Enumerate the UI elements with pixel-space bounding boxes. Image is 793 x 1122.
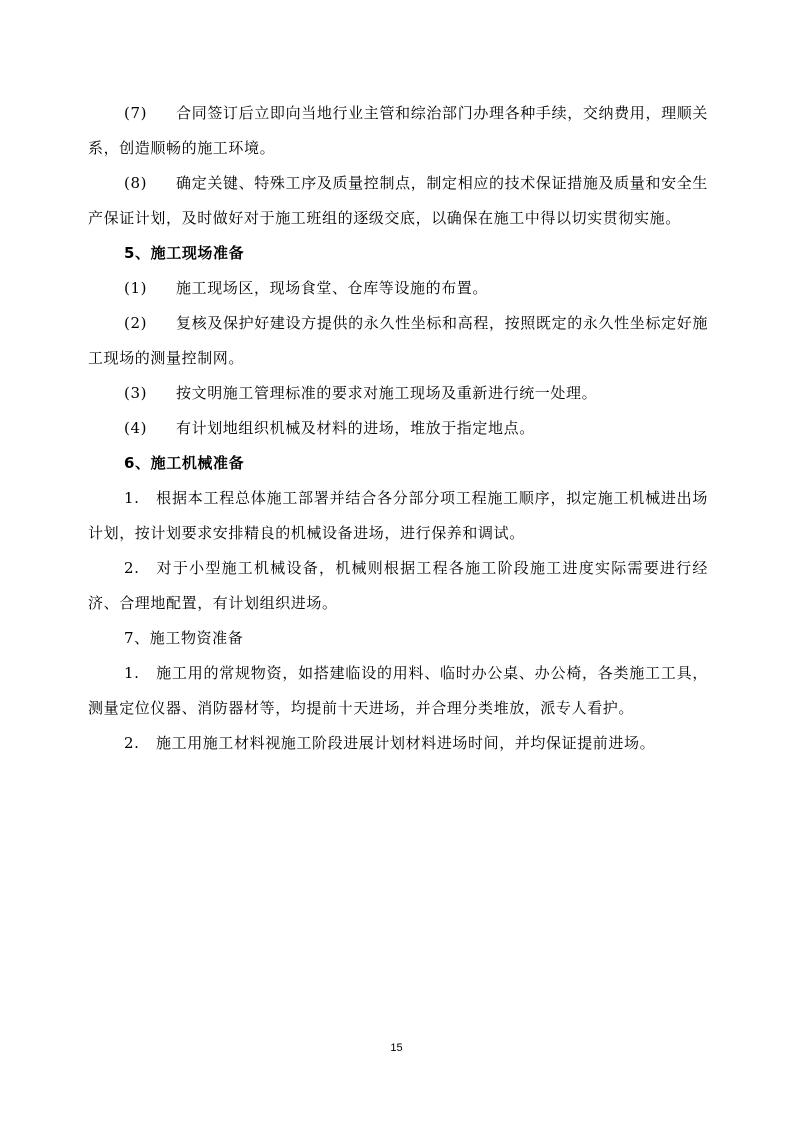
paragraph-materials-item-1 xyxy=(88,656,708,726)
item-text: 对于小型施工机械设备，机械则根据工程各施工阶段施工进度实际需要进行经济、合理地配置，有计划组织进场。 xyxy=(88,559,708,612)
item-number: 1. xyxy=(124,489,140,507)
item-number: (7) xyxy=(124,104,148,122)
section-heading-materials-preparation: 7、施工物资准备 xyxy=(124,629,244,647)
item-text: 复核及保护好建设方提供的永久性坐标和高程，按照既定的永久性坐标定好施工现场的测量控制网。 xyxy=(88,314,708,367)
paragraph-item-8 xyxy=(88,166,708,236)
item-text: 施工用施工材料视施工阶段进展计划材料进场时间，并均保证提前进场。 xyxy=(156,734,656,752)
document-body xyxy=(88,96,708,761)
item-text: 施工现场区，现场食堂、仓库等设施的布置。 xyxy=(176,279,489,297)
item-text: 有计划地组织机械及材料的进场，堆放于指定地点。 xyxy=(176,419,535,437)
item-text: 合同签订后立即向当地行业主管和综治部门办理各种手续，交纳费用，理顺关系，创造顺畅的施工环境。 xyxy=(88,104,708,157)
item-number: 2. xyxy=(124,734,140,752)
item-number: (2) xyxy=(124,314,148,332)
item-number: (8) xyxy=(124,174,148,192)
item-number: 2. xyxy=(124,559,140,577)
paragraph-item-7 xyxy=(88,96,708,166)
item-number: (4) xyxy=(124,419,148,437)
item-text: 按文明施工管理标准的要求对施工现场及重新进行统一处理。 xyxy=(176,384,598,402)
paragraph-site-item-2 xyxy=(88,306,708,376)
paragraph-site-item-3 xyxy=(88,376,708,411)
item-text: 确定关键、特殊工序及质量控制点，制定相应的技术保证措施及质量和安全生产保证计划，及时做好对于施工班组的逐级交底，以确保在施工中得以切实贯彻实施。 xyxy=(88,174,708,227)
paragraph-site-item-4 xyxy=(88,411,708,446)
paragraph-machinery-item-2 xyxy=(88,551,708,621)
section-heading-machinery-preparation: 6、施工机械准备 xyxy=(124,454,245,472)
section-heading-site-preparation: 5、施工现场准备 xyxy=(124,244,245,262)
item-text: 施工用的常规物资，如搭建临设的用料、临时办公桌、办公椅，各类施工工具，测量定位仪器、消防器材等，均提前十天进场，并合理分类堆放，派专人看护。 xyxy=(88,664,708,717)
paragraph-materials-item-2 xyxy=(88,726,708,761)
item-text: 根据本工程总体施工部署并结合各分部分项工程施工顺序，拟定施工机械进出场计划，按计划要求安排精良的机械设备进场，进行保养和调试。 xyxy=(88,489,708,542)
item-number: (1) xyxy=(124,279,148,297)
paragraph-site-item-1 xyxy=(88,271,708,306)
item-number: (3) xyxy=(124,384,148,402)
item-number: 1. xyxy=(124,664,140,682)
page-number: 15 xyxy=(390,1042,403,1054)
paragraph-machinery-item-1 xyxy=(88,481,708,551)
